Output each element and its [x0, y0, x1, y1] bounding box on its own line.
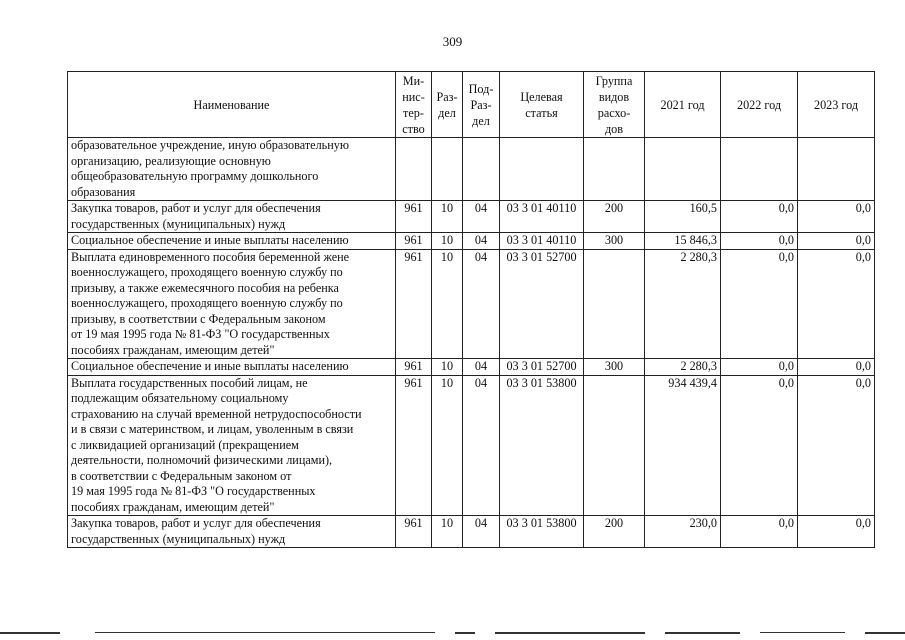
row-2023: 0,0 — [798, 375, 875, 516]
header-row — [68, 72, 875, 138]
row-subsection: 04 — [463, 233, 500, 250]
header-name: Наименование — [68, 72, 396, 138]
row-subsection: 04 — [463, 516, 500, 548]
row-section: 10 — [432, 233, 463, 250]
row-group: 200 — [584, 201, 645, 233]
scan-artifact-line — [665, 632, 740, 634]
row-section: 10 — [432, 516, 463, 548]
row-2021: 2 280,3 — [645, 359, 721, 376]
table-row — [68, 201, 875, 233]
row-section: 10 — [432, 375, 463, 516]
row-subsection: 04 — [463, 375, 500, 516]
scan-artifact-line — [95, 632, 435, 633]
row-target — [500, 138, 584, 201]
header-target: Целевая статья — [500, 72, 584, 138]
row-target: 03 3 01 53800 — [500, 516, 584, 548]
row-subsection: 04 — [463, 201, 500, 233]
row-2021: 160,5 — [645, 201, 721, 233]
row-ministry — [396, 138, 432, 201]
row-2022: 0,0 — [721, 375, 798, 516]
table-row — [68, 138, 875, 201]
header-section: Раз- дел — [432, 72, 463, 138]
row-2022: 0,0 — [721, 233, 798, 250]
row-name: Закупка товаров, работ и услуг для обеспечения государственных (муниципальных) нужд — [68, 516, 396, 548]
row-name: Выплата единовременного пособия беременной жене военнослужащего, проходящего военную службу по призыву, а также ежемесячного пособия на ребенка военнослужащего, проходящего военную службу по призыву, в соответствии с Федеральным законом от 19 мая 1995 года № 81-ФЗ "О государственных пособиях гражданам, имеющим детей" — [68, 249, 396, 359]
row-ministry: 961 — [396, 516, 432, 548]
table-row — [68, 233, 875, 250]
row-name: Социальное обеспечение и иные выплаты населению — [68, 359, 396, 376]
row-subsection — [463, 138, 500, 201]
header-subsection: Под- Раз- дел — [463, 72, 500, 138]
row-ministry: 961 — [396, 201, 432, 233]
row-ministry: 961 — [396, 233, 432, 250]
row-group: 200 — [584, 516, 645, 548]
scan-artifact-line — [760, 632, 845, 633]
page-number: 309 — [442, 34, 463, 49]
row-2023: 0,0 — [798, 249, 875, 359]
header-2022: 2022 год — [721, 72, 798, 138]
row-2021: 2 280,3 — [645, 249, 721, 359]
row-2022: 0,0 — [721, 201, 798, 233]
row-group: 300 — [584, 359, 645, 376]
row-2023 — [798, 138, 875, 201]
row-target: 03 3 01 52700 — [500, 359, 584, 376]
header-group: Группа видов расхо- дов — [584, 72, 645, 138]
row-section — [432, 138, 463, 201]
row-section: 10 — [432, 201, 463, 233]
header-ministry: Ми- нис- тер- ство — [396, 72, 432, 138]
row-group: 300 — [584, 233, 645, 250]
row-ministry: 961 — [396, 359, 432, 376]
row-ministry: 961 — [396, 375, 432, 516]
scan-artifact-line — [865, 632, 905, 634]
row-2023: 0,0 — [798, 201, 875, 233]
row-2022: 0,0 — [721, 359, 798, 376]
row-group — [584, 138, 645, 201]
scan-artifact-line — [455, 632, 475, 634]
row-2023: 0,0 — [798, 359, 875, 376]
budget-table — [67, 71, 875, 548]
row-section: 10 — [432, 249, 463, 359]
row-name: Выплата государственных пособий лицам, не подлежащим обязательному социальному страхованию на случай временной нетрудоспособности и в связи с материнством, и лицам, уволенным в связи с ликвидацией организаций (прекращением деятельности, полномочий физическими лицами), в соответствии с Федеральным законом от 19 мая 1995 года № 81-ФЗ "О государственных пособиях гражданам, имеющим детей" — [68, 375, 396, 516]
row-name: образовательное учреждение, иную образовательную организацию, реализующие основную общеобразовательную программу дошкольного образования — [68, 138, 396, 201]
table-row — [68, 375, 875, 516]
row-name: Закупка товаров, работ и услуг для обеспечения государственных (муниципальных) нужд — [68, 201, 396, 233]
row-ministry: 961 — [396, 249, 432, 359]
row-2023: 0,0 — [798, 516, 875, 548]
row-target: 03 3 01 52700 — [500, 249, 584, 359]
table-row — [68, 359, 875, 376]
header-2021: 2021 год — [645, 72, 721, 138]
table-row — [68, 516, 875, 548]
row-target: 03 3 01 40110 — [500, 233, 584, 250]
row-2022: 0,0 — [721, 516, 798, 548]
row-section: 10 — [432, 359, 463, 376]
row-2022: 0,0 — [721, 249, 798, 359]
row-group — [584, 375, 645, 516]
row-subsection: 04 — [463, 359, 500, 376]
scan-artifact-line — [0, 632, 60, 634]
row-name: Социальное обеспечение и иные выплаты населению — [68, 233, 396, 250]
row-2021: 15 846,3 — [645, 233, 721, 250]
row-2023: 0,0 — [798, 233, 875, 250]
row-subsection: 04 — [463, 249, 500, 359]
table-row — [68, 249, 875, 359]
row-2021: 230,0 — [645, 516, 721, 548]
row-target: 03 3 01 53800 — [500, 375, 584, 516]
row-group — [584, 249, 645, 359]
row-2021: 934 439,4 — [645, 375, 721, 516]
scan-artifact-line — [495, 632, 645, 634]
row-2022 — [721, 138, 798, 201]
header-2023: 2023 год — [798, 72, 875, 138]
row-target: 03 3 01 40110 — [500, 201, 584, 233]
row-2021 — [645, 138, 721, 201]
